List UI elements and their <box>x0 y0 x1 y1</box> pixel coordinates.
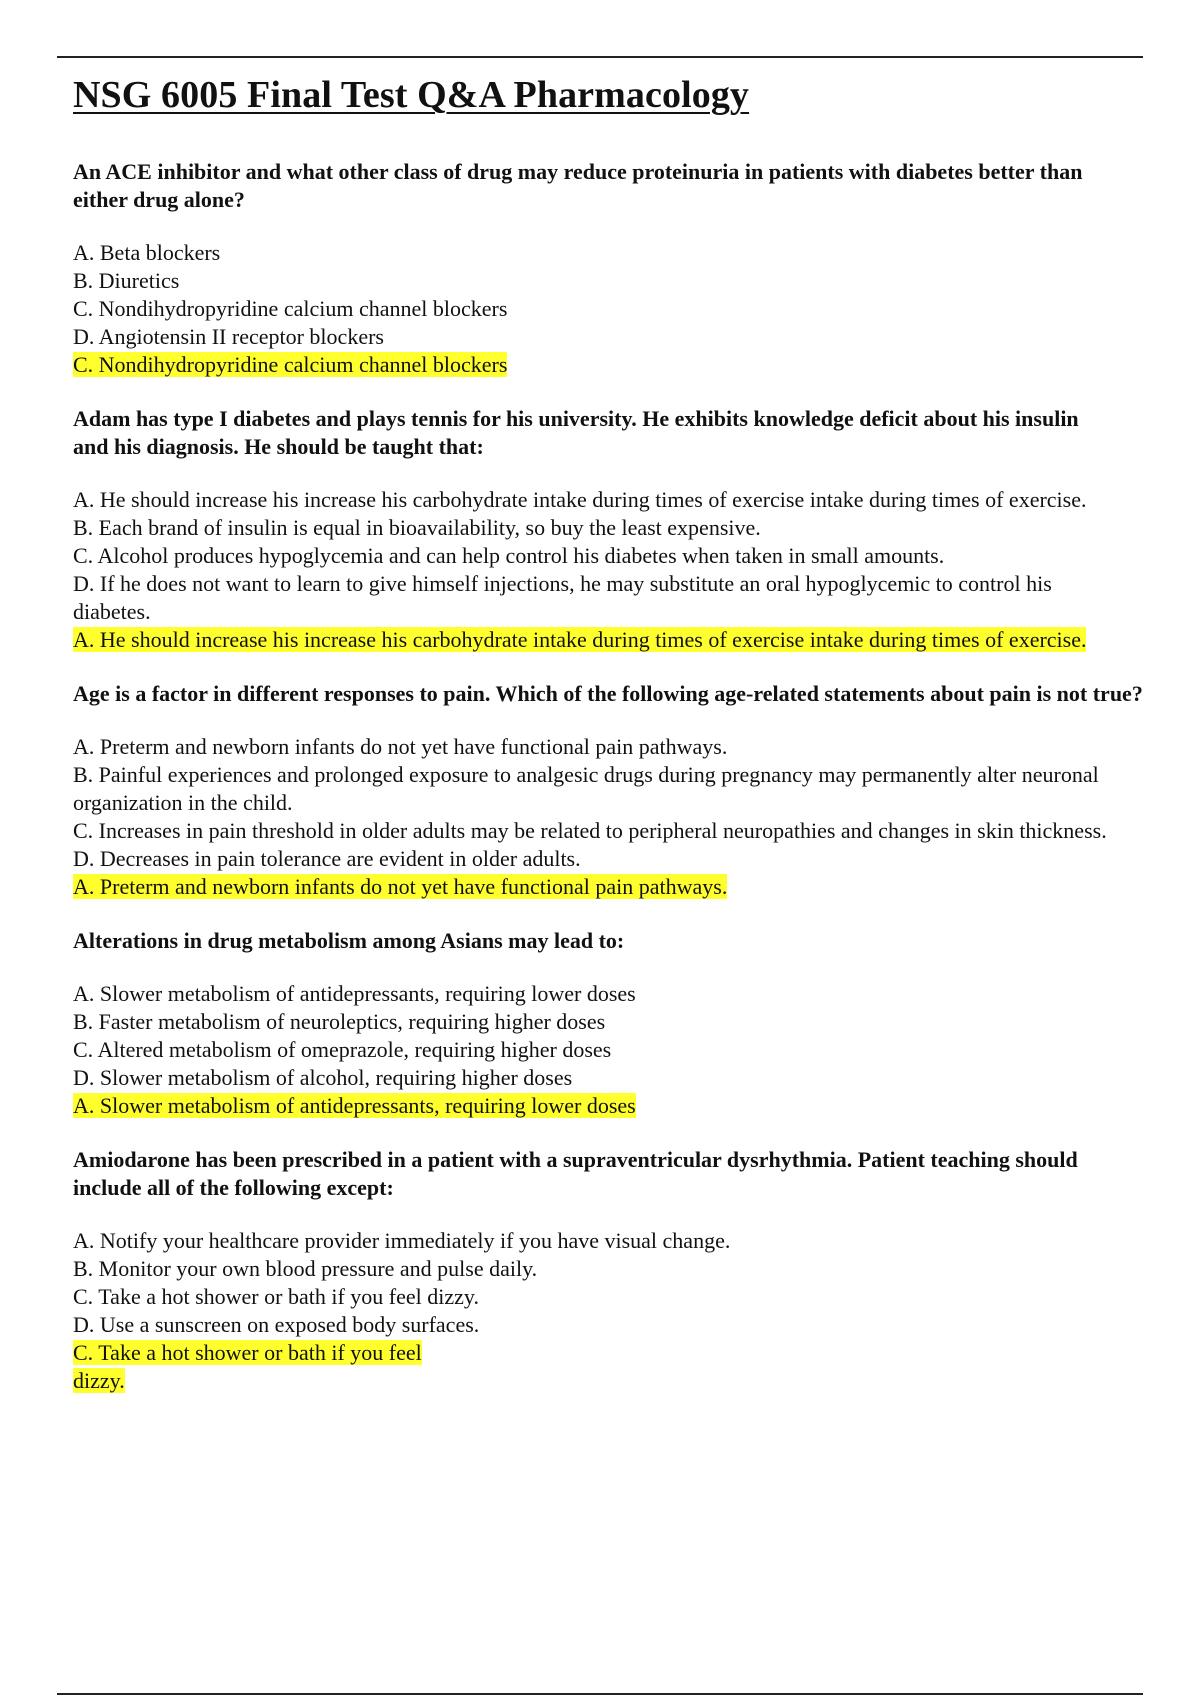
answer-5 <box>73 1339 473 1395</box>
option-4d: D. Slower metabolism of alcohol, requiring higher doses <box>73 1065 573 1090</box>
answer-highlight-5: C. Take a hot shower or bath if you feel dizzy. <box>73 1340 422 1393</box>
option-4b: B. Faster metabolism of neuroleptics, requiring higher doses <box>73 1009 606 1034</box>
answer-highlight-3: A. Preterm and newborn infants do not yet have functional pain pathways. <box>73 874 728 899</box>
option-3a: A. Preterm and newborn infants do not yet have functional pain pathways. <box>73 734 728 759</box>
option-2d: D. If he does not want to learn to give himself injections, he may substitute an oral hypoglycemic to control his diabetes. <box>73 571 1052 624</box>
question-block-1 <box>73 158 1133 379</box>
answer-2 <box>73 626 1113 654</box>
option-3d: D. Decreases in pain tolerance are evident in older adults. <box>73 846 581 871</box>
question-block-5 <box>73 1146 1133 1395</box>
option-5a: A. Notify your healthcare provider immediately if you have visual change. <box>73 1228 731 1253</box>
top-rule <box>57 56 1143 58</box>
answer-3 <box>73 873 1158 901</box>
option-5c: C. Take a hot shower or bath if you feel dizzy. <box>73 1284 479 1309</box>
bottom-rule <box>57 1693 1143 1695</box>
option-1a: A. Beta blockers <box>73 240 221 265</box>
answer-highlight-2: A. He should increase his increase his carbohydrate intake during times of exercise intake during times of exercise. <box>73 627 1087 652</box>
document-body <box>73 72 1153 1421</box>
question-text-4: Alterations in drug metabolism among Asians may lead to: <box>73 928 625 953</box>
options-list-1 <box>73 239 1133 351</box>
question-text-1: An ACE inhibitor and what other class of drug may reduce proteinuria in patients with diabetes better than either drug alone? <box>73 159 1083 212</box>
options-list-5 <box>73 1227 1133 1339</box>
option-2b: B. Each brand of insulin is equal in bioavailability, so buy the least expensive. <box>73 515 761 540</box>
question-text-3: Age is a factor in different responses to pain. Which of the following age-related statements about pain is not true? <box>73 681 1143 706</box>
option-1d: D. Angiotensin II receptor blockers <box>73 324 384 349</box>
option-2a: A. He should increase his increase his carbohydrate intake during times of exercise intake during times of exercise. <box>73 487 1087 512</box>
answer-highlight-1: C. Nondihydropyridine calcium channel blockers <box>73 352 508 377</box>
question-block-2 <box>73 405 1113 654</box>
options-list-4 <box>73 980 1133 1092</box>
answer-1 <box>73 351 1133 379</box>
option-1b: B. Diuretics <box>73 268 180 293</box>
option-3b: B. Painful experiences and prolonged exposure to analgesic drugs during pregnancy may permanently alter neuronal organization in the child. <box>73 762 1099 815</box>
option-5b: B. Monitor your own blood pressure and pulse daily. <box>73 1256 538 1281</box>
option-1c: C. Nondihydropyridine calcium channel blockers <box>73 296 508 321</box>
question-text-2: Adam has type I diabetes and plays tennis for his university. He exhibits knowledge deficit about his insulin and his diagnosis. He should be taught that: <box>73 406 1079 459</box>
option-5d: D. Use a sunscreen on exposed body surfaces. <box>73 1312 480 1337</box>
document-title: NSG 6005 Final Test Q&A Pharmacology <box>73 74 750 116</box>
options-list-2 <box>73 486 1113 626</box>
question-block-3 <box>73 680 1158 901</box>
answer-4 <box>73 1092 1133 1120</box>
option-3c: C. Increases in pain threshold in older adults may be related to peripheral neuropathies and changes in skin thickness. <box>73 818 1107 843</box>
question-block-4 <box>73 927 1133 1120</box>
option-4a: A. Slower metabolism of antidepressants, requiring lower doses <box>73 981 636 1006</box>
option-2c: C. Alcohol produces hypoglycemia and can help control his diabetes when taken in small amounts. <box>73 543 945 568</box>
question-text-5: Amiodarone has been prescribed in a patient with a supraventricular dysrhythmia. Patient teaching should include all of the following except: <box>73 1147 1078 1200</box>
answer-highlight-4: A. Slower metabolism of antidepressants, requiring lower doses <box>73 1093 636 1118</box>
options-list-3 <box>73 733 1113 873</box>
option-4c: C. Altered metabolism of omeprazole, requiring higher doses <box>73 1037 612 1062</box>
